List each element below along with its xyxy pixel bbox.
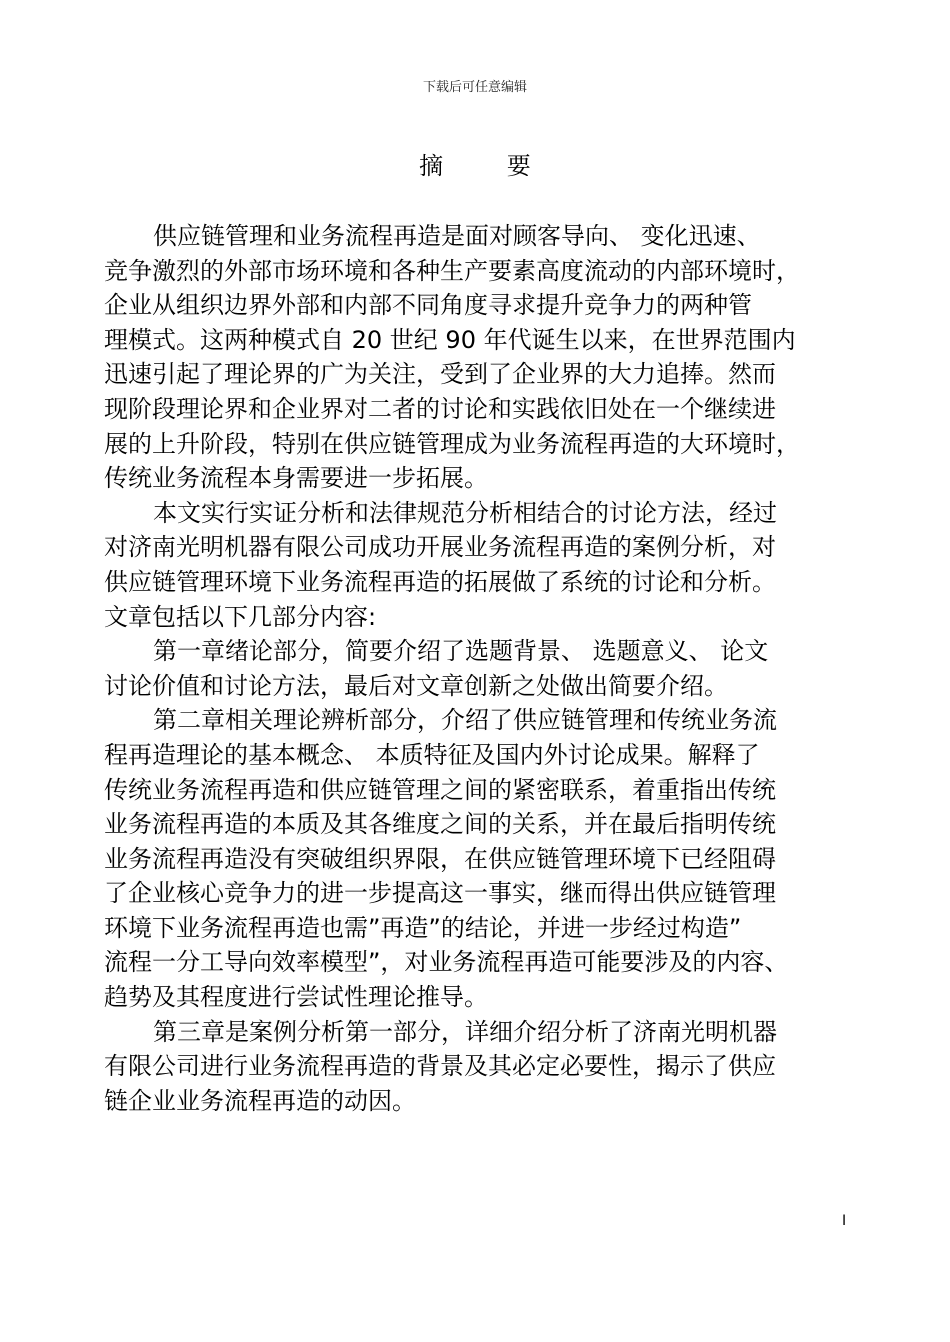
document-title: 摘 要 <box>419 152 559 180</box>
paragraph-line: 文章包括以下几部分内容: <box>104 602 377 631</box>
paragraph-line: 迅速引起了理论界的广为关注，受到了企业界的大力追捧。然而 <box>104 360 776 389</box>
paragraph-line: 第三章是案例分析第一部分，详细介绍分析了济南光明机器 <box>153 1017 777 1046</box>
paragraph-line: 业务流程再造的本质及其各维度之间的关系，并在最后指明传统 <box>104 810 776 839</box>
paragraph-line: 现阶段理论界和企业界对二者的讨论和实践依旧处在一个继续进 <box>104 394 776 423</box>
paragraph-line: 展的上升阶段，特别在供应链管理成为业务流程再造的大环境时， <box>104 429 800 458</box>
paragraph-line: 本文实行实证分析和法律规范分析相结合的讨论方法，经过 <box>153 498 777 527</box>
paragraph-line: 链企业业务流程再造的动因。 <box>104 1086 416 1115</box>
paragraph-line: 对济南光明机器有限公司成功开展业务流程再造的案例分析，对 <box>104 533 776 562</box>
paragraph-line: 讨论价值和讨论方法，最后对文章创新之处做出简要介绍。 <box>104 671 728 700</box>
paragraph-line: 企业从组织边界外部和内部不同角度寻求提升竞争力的两种管 <box>104 291 752 320</box>
paragraph-line: 传统业务流程再造和供应链管理之间的紧密联系，着重指出传统 <box>104 775 776 804</box>
paragraph-line: 趋势及其程度进行尝试性理论推导。 <box>104 983 488 1012</box>
paragraph-line: 第二章相关理论辨析部分，介绍了供应链管理和传统业务流 <box>153 706 777 735</box>
paragraph-line: 第一章绪论部分，简要介绍了选题背景、 选题意义、 论文 <box>153 637 769 666</box>
paragraph-line: 环境下业务流程再造也需”再造”的结论，并进一步经过构造” <box>104 913 742 942</box>
paragraph-line: 供应链管理环境下业务流程再造的拓展做了系统的讨论和分析。 <box>104 567 776 596</box>
paragraph-line: 理模式。这两种模式自 20 世纪 90 年代诞生以来，在世界范围内 <box>104 325 796 354</box>
paragraph-line: 流程一分工导向效率模型”，对业务流程再造可能要涉及的内容、 <box>104 948 789 977</box>
paragraph-line: 了企业核心竞争力的进一步提高这一事实，继而得出供应链管理 <box>104 879 776 908</box>
page-header-note: 下载后可任意编辑 <box>422 80 527 95</box>
paragraph-line: 业务流程再造没有突破组织界限，在供应链管理环境下已经阻碍 <box>104 844 776 873</box>
abstract-body <box>104 219 864 1118</box>
paragraph-line: 供应链管理和业务流程再造是面对顾客导向、 变化迅速、 <box>153 222 761 250</box>
paragraph-line: 竞争激烈的外部市场环境和各种生产要素高度流动的内部环境时， <box>104 256 800 285</box>
paragraph-line: 有限公司进行业务流程再造的背景及其必定必要性，揭示了供应 <box>104 1052 776 1081</box>
page-number: I <box>842 1213 847 1229</box>
paragraph-line: 传统业务流程本身需要进一步拓展。 <box>104 464 488 493</box>
paragraph-line: 程再造理论的基本概念、 本质特征及国内外讨论成果。解释了 <box>104 740 760 769</box>
